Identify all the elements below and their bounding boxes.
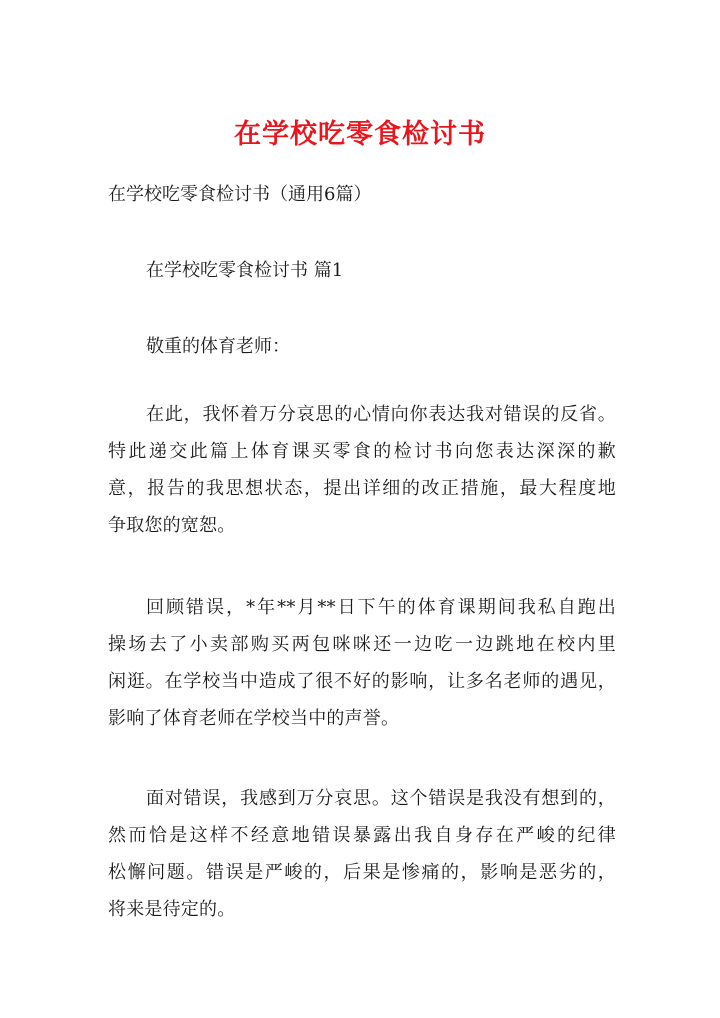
paragraph-facing-mistake [108,780,616,928]
paragraph-line: 闲逛。在学校当中造成了很不好的影响，让多名老师的遇见， [108,671,616,692]
paragraph-line: 在此，我怀着万分哀思的心情向你表达我对错误的反省。 [146,404,616,425]
paragraph-line: 意，报告的我思想状态，提出详细的改正措施，最大程度地 [108,478,616,499]
section-heading: 在学校吃零食检讨书 篇1 [146,260,344,281]
document-title: 在学校吃零食检讨书 [234,119,486,150]
paragraph-line: 操场去了小卖部购买两包咪咪还一边吃一边跳地在校内里 [108,634,616,655]
paragraph-line: 特此递交此篇上体育课买零食的检讨书向您表达深深的歉 [108,441,616,462]
paragraph-reflection [108,396,616,544]
paragraph-line: 回顾错误，*年**月**日下午的体育课期间我私自跑出 [146,597,616,618]
paragraph-line: 争取您的宽恕。 [108,515,236,536]
letter-greeting: 敬重的体育老师： [146,336,290,357]
paragraph-line: 面对错误，我感到万分哀思。这个错误是我没有想到的， [146,788,616,809]
document-subtitle: 在学校吃零食检讨书（通用6篇） [108,184,372,205]
paragraph-line: 然而恰是这样不经意地错误暴露出我自身存在严峻的纪律 [108,825,616,846]
paragraph-line: 松懈问题。错误是严峻的，后果是惨痛的，影响是恶劣的， [108,862,616,883]
paragraph-line: 将来是待定的。 [108,899,236,920]
paragraph-line: 影响了体育老师在学校当中的声誉。 [108,708,400,729]
paragraph-review [108,589,616,737]
